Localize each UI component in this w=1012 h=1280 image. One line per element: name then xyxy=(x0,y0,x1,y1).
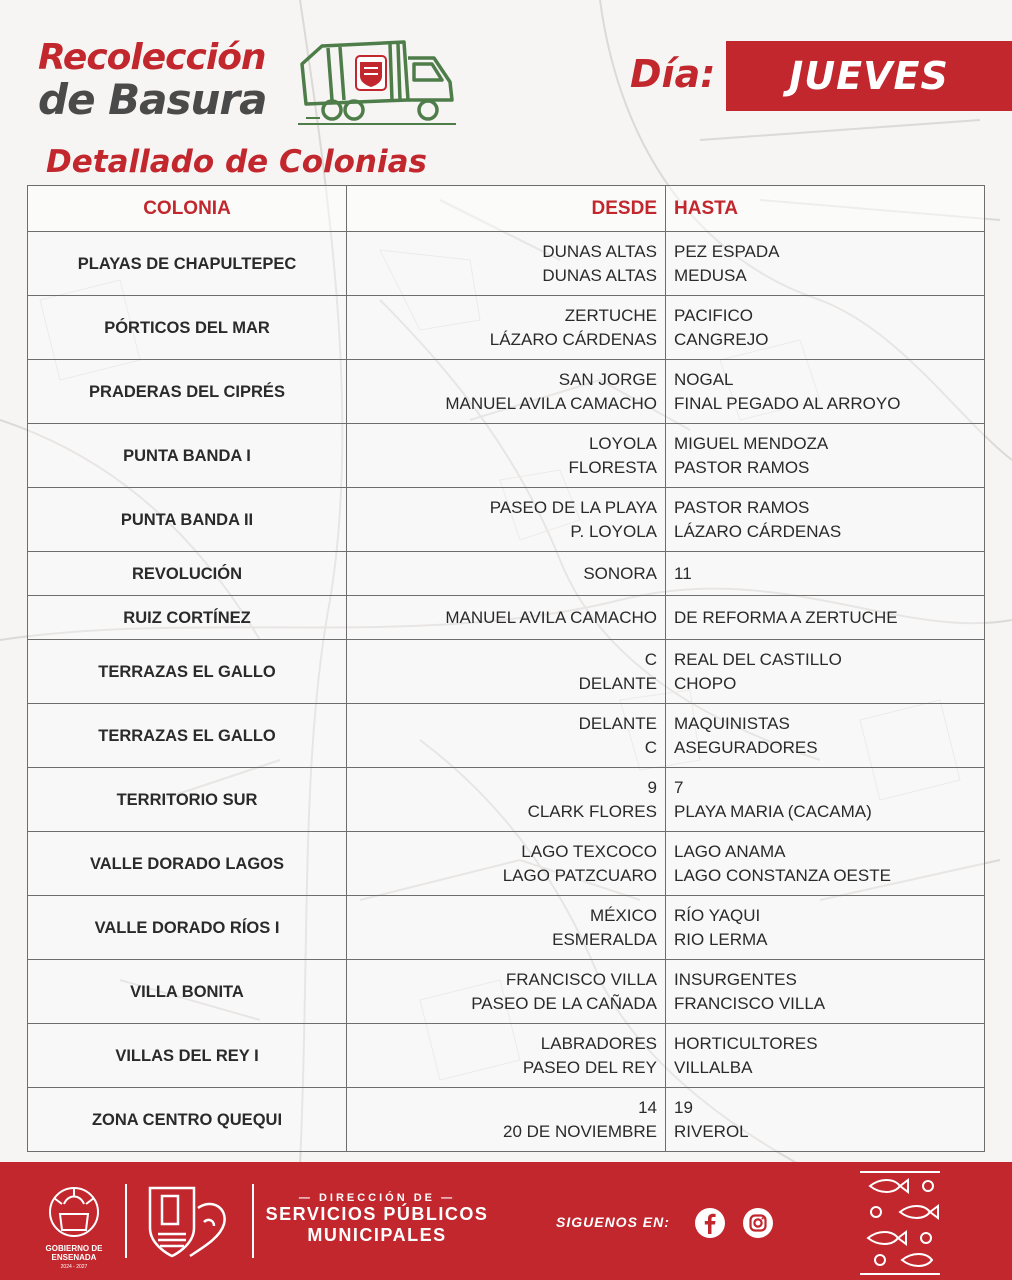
table-row xyxy=(28,1088,985,1152)
column-header-colonia: COLONIA xyxy=(28,186,347,232)
table-row xyxy=(28,232,985,296)
hasta-street: CHOPO xyxy=(674,673,737,693)
desde-street: DUNAS ALTAS xyxy=(542,241,657,261)
hasta-street: NOGAL xyxy=(674,369,734,389)
hasta-street: RÍO YAQUI xyxy=(674,905,761,925)
desde-street: SAN JORGE xyxy=(558,369,657,389)
desde-cell xyxy=(347,360,666,424)
desde-street: MÉXICO xyxy=(589,905,657,925)
hasta-street: PASTOR RAMOS xyxy=(674,457,810,477)
table-row xyxy=(28,424,985,488)
hasta-street: HORTICULTORES xyxy=(674,1033,818,1053)
day-value-badge: JUEVES xyxy=(726,41,1012,111)
desde-cell xyxy=(347,960,666,1024)
hasta-street: MEDUSA xyxy=(674,265,747,285)
table-row xyxy=(28,552,985,596)
government-seal-text: GOBIERNO DE ENSENADA xyxy=(45,1244,103,1262)
colonia-cell: PRADERAS DEL CIPRÉS xyxy=(28,360,347,424)
table-row xyxy=(28,896,985,960)
desde-street: P. LOYOLA xyxy=(570,521,657,541)
hasta-street: PLAYA MARIA (CACAMA) xyxy=(674,801,872,821)
hasta-street: PEZ ESPADA xyxy=(674,241,780,261)
desde-cell xyxy=(347,488,666,552)
hasta-street: 11 xyxy=(674,563,692,583)
colonia-cell: RUIZ CORTÍNEZ xyxy=(28,596,347,640)
table-row xyxy=(28,1024,985,1088)
desde-cell xyxy=(347,296,666,360)
hasta-cell xyxy=(666,832,985,896)
footer-divider xyxy=(125,1184,127,1258)
day-label: Día: xyxy=(630,52,716,96)
garbage-truck-icon xyxy=(292,34,464,128)
desde-street: LAGO TEXCOCO xyxy=(521,841,657,861)
decorative-fish-ornament-icon xyxy=(850,1166,950,1280)
hasta-street: INSURGENTES xyxy=(674,969,797,989)
hasta-street: 7 xyxy=(674,777,684,797)
desde-street: LAGO PATZCUARO xyxy=(502,865,657,885)
hasta-street: RIO LERMA xyxy=(674,929,768,949)
hasta-cell xyxy=(666,896,985,960)
brand-title-line2: de Basura xyxy=(38,75,267,124)
city-logo-icon xyxy=(142,1178,234,1264)
footer-divider xyxy=(252,1184,254,1258)
desde-street: FRANCISCO VILLA xyxy=(505,969,657,989)
table-row xyxy=(28,596,985,640)
desde-street: PASEO DE LA CAÑADA xyxy=(471,993,657,1013)
facebook-icon[interactable] xyxy=(694,1207,726,1239)
hasta-cell xyxy=(666,360,985,424)
hasta-street: VILLALBA xyxy=(674,1057,753,1077)
desde-street: C xyxy=(644,649,657,669)
colonia-cell: VALLE DORADO LAGOS xyxy=(28,832,347,896)
desde-street: PASEO DE LA PLAYA xyxy=(489,497,657,517)
header xyxy=(0,0,1012,190)
desde-street: DELANTE xyxy=(578,673,657,693)
hasta-street: FINAL PEGADO AL ARROYO xyxy=(674,393,901,413)
hasta-street: LÁZARO CÁRDENAS xyxy=(674,521,842,541)
desde-street: MANUEL AVILA CAMACHO xyxy=(445,607,657,627)
colonia-cell: PUNTA BANDA I xyxy=(28,424,347,488)
brand-title xyxy=(38,38,266,122)
desde-street: LABRADORES xyxy=(540,1033,657,1053)
department-line1: SERVICIOS PÚBLICOS xyxy=(265,1204,489,1224)
desde-cell xyxy=(347,1088,666,1152)
table-row xyxy=(28,488,985,552)
colonia-cell: TERRAZAS EL GALLO xyxy=(28,640,347,704)
desde-cell xyxy=(347,552,666,596)
desde-cell xyxy=(347,596,666,640)
column-header-desde: DESDE xyxy=(347,186,666,232)
department-line2: MUNICIPALES xyxy=(307,1225,447,1245)
hasta-street: FRANCISCO VILLA xyxy=(674,993,826,1013)
desde-street: LÁZARO CÁRDENAS xyxy=(489,329,657,349)
desde-street: 20 DE NOVIEMBRE xyxy=(503,1121,657,1141)
colonia-cell: VALLE DORADO RÍOS I xyxy=(28,896,347,960)
colonia-cell: PÓRTICOS DEL MAR xyxy=(28,296,347,360)
colonia-cell: PUNTA BANDA II xyxy=(28,488,347,552)
hasta-street: RIVEROL xyxy=(674,1121,749,1141)
colonia-cell: ZONA CENTRO QUEQUI xyxy=(28,1088,347,1152)
desde-cell xyxy=(347,832,666,896)
table-row xyxy=(28,832,985,896)
colonia-cell: VILLAS DEL REY I xyxy=(28,1024,347,1088)
desde-street: MANUEL AVILA CAMACHO xyxy=(445,393,657,413)
hasta-cell xyxy=(666,552,985,596)
hasta-street: MAQUINISTAS xyxy=(674,713,790,733)
table-row xyxy=(28,768,985,832)
desde-street: CLARK FLORES xyxy=(527,801,657,821)
desde-street: DELANTE xyxy=(578,713,657,733)
desde-cell xyxy=(347,232,666,296)
hasta-street: 19 xyxy=(674,1097,693,1117)
hasta-street: LAGO ANAMA xyxy=(674,841,786,861)
desde-street: FLORESTA xyxy=(568,457,657,477)
table-row xyxy=(28,960,985,1024)
hasta-cell xyxy=(666,1088,985,1152)
desde-street: PASEO DEL REY xyxy=(522,1057,657,1077)
hasta-street: CANGREJO xyxy=(674,329,769,349)
desde-street: ZERTUCHE xyxy=(564,305,657,325)
hasta-cell xyxy=(666,424,985,488)
hasta-street: REAL DEL CASTILLO xyxy=(674,649,842,669)
hasta-cell xyxy=(666,232,985,296)
hasta-street: PASTOR RAMOS xyxy=(674,497,810,517)
desde-cell xyxy=(347,1024,666,1088)
column-header-hasta: HASTA xyxy=(666,186,985,232)
follow-us-label: SIGUENOS EN: xyxy=(556,1214,670,1230)
colonia-cell: PLAYAS DE CHAPULTEPEC xyxy=(28,232,347,296)
brand-title-line1: Recolección xyxy=(38,37,266,78)
hasta-cell xyxy=(666,296,985,360)
table-row xyxy=(28,704,985,768)
colonia-cell: TERRAZAS EL GALLO xyxy=(28,704,347,768)
footer xyxy=(0,1162,1012,1280)
hasta-street: ASEGURADORES xyxy=(674,737,818,757)
table-header-row xyxy=(28,186,985,232)
page-subtitle: Detallado de Colonias xyxy=(46,144,427,180)
desde-street: LOYOLA xyxy=(588,433,657,453)
hasta-cell xyxy=(666,596,985,640)
desde-cell xyxy=(347,704,666,768)
table-row xyxy=(28,640,985,704)
government-seal-years: 2024 - 2027 xyxy=(60,1264,88,1270)
desde-cell xyxy=(347,896,666,960)
hasta-cell xyxy=(666,1024,985,1088)
desde-street: DUNAS ALTAS xyxy=(542,265,657,285)
desde-street: 14 xyxy=(638,1097,657,1117)
hasta-cell xyxy=(666,768,985,832)
desde-cell xyxy=(347,424,666,488)
desde-cell xyxy=(347,640,666,704)
hasta-street: MIGUEL MENDOZA xyxy=(674,433,829,453)
instagram-icon[interactable] xyxy=(742,1207,774,1239)
colonia-cell: TERRITORIO SUR xyxy=(28,768,347,832)
hasta-cell xyxy=(666,640,985,704)
desde-street: 9 xyxy=(647,777,657,797)
hasta-street: DE REFORMA A ZERTUCHE xyxy=(674,607,898,627)
hasta-cell xyxy=(666,960,985,1024)
hasta-cell xyxy=(666,488,985,552)
desde-street: SONORA xyxy=(583,563,657,583)
desde-street: ESMERALDA xyxy=(552,929,657,949)
collection-schedule-table xyxy=(27,185,985,1152)
colonia-cell: VILLA BONITA xyxy=(28,960,347,1024)
colonia-cell: REVOLUCIÓN xyxy=(28,552,347,596)
department-name xyxy=(262,1192,492,1246)
hasta-cell xyxy=(666,704,985,768)
desde-street: C xyxy=(644,737,657,757)
desde-cell xyxy=(347,768,666,832)
hasta-street: PACIFICO xyxy=(674,305,754,325)
table-row xyxy=(28,360,985,424)
hasta-street: LAGO CONSTANZA OESTE xyxy=(674,865,891,885)
department-prefix: — DIRECCIÓN DE — xyxy=(298,1192,456,1204)
table-row xyxy=(28,296,985,360)
